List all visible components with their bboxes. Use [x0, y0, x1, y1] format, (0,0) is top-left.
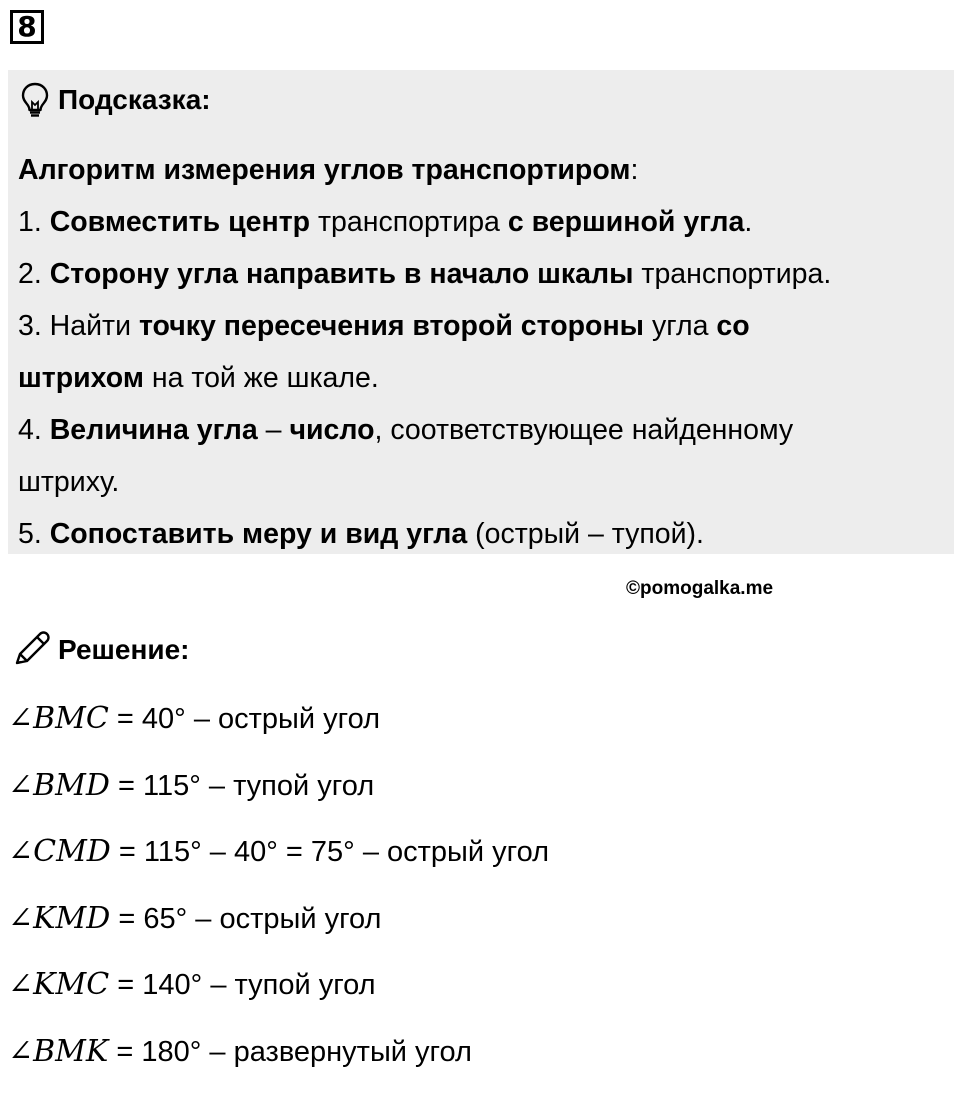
- solution-header: [12, 630, 189, 670]
- answer-line: [8, 960, 549, 1027]
- hint-text: транспортира: [310, 206, 508, 238]
- hint-line: [18, 352, 943, 404]
- hint-bold-text: Сопоставить меру и вид угла: [50, 518, 468, 550]
- pencil-icon: [12, 628, 52, 673]
- hint-text: –: [258, 414, 290, 446]
- hint-bold-text: число: [289, 414, 374, 446]
- hint-algorithm: [18, 144, 943, 560]
- lightbulb-icon: [20, 82, 50, 118]
- hint-line: [18, 196, 943, 248]
- angle-value: = 140° – тупой угол: [109, 969, 375, 1001]
- hint-text: 3. Найти: [18, 310, 139, 342]
- answer-line: [8, 894, 549, 961]
- hint-line: [18, 144, 943, 196]
- hint-text: штриху.: [18, 466, 119, 498]
- angle-value: = 65° – острый угол: [110, 903, 381, 935]
- angle-value: = 40° – острый угол: [109, 703, 380, 735]
- hint-bold-text: со: [716, 310, 749, 342]
- hint-header: [20, 82, 211, 118]
- hint-line: [18, 456, 943, 508]
- answer-line: [8, 761, 549, 828]
- angle-name: ∠KMC: [8, 967, 109, 1002]
- hint-line: [18, 404, 943, 456]
- hint-line: [18, 248, 943, 300]
- hint-text: .: [744, 206, 752, 238]
- hint-text: транспортира.: [633, 258, 831, 290]
- hint-bold-text: Алгоритм измерения углов транспортиром: [18, 154, 630, 186]
- task-number: 8: [10, 10, 44, 44]
- hint-line: [18, 300, 943, 352]
- hint-text: на той же шкале.: [144, 362, 379, 394]
- angle-name: ∠KMD: [8, 901, 110, 936]
- hint-text: 1.: [18, 206, 50, 238]
- angle-name: ∠BMD: [8, 768, 110, 803]
- hint-text: (острый – тупой).: [467, 518, 704, 550]
- hint-bold-text: с вершиной угла: [508, 206, 744, 238]
- hint-bold-text: Величина угла: [50, 414, 258, 446]
- angle-name: ∠BMC: [8, 701, 109, 736]
- hint-bold-text: штрихом: [18, 362, 144, 394]
- angle-name: ∠BMK: [8, 1034, 108, 1069]
- hint-line: [18, 508, 943, 560]
- copyright: ©pomogalka.me: [626, 578, 773, 600]
- hint-bold-text: Совместить центр: [50, 206, 310, 238]
- angle-value: = 115° – тупой угол: [110, 770, 374, 802]
- hint-text: угла: [644, 310, 716, 342]
- hint-title: Подсказка:: [58, 84, 211, 116]
- hint-text: 5.: [18, 518, 50, 550]
- hint-text: 4.: [18, 414, 50, 446]
- angle-value: = 180° – развернутый угол: [108, 1036, 472, 1068]
- angle-value: = 115° – 40° = 75° – острый угол: [111, 836, 549, 868]
- answers-list: [8, 694, 549, 1093]
- hint-text: 2.: [18, 258, 50, 290]
- solution-title: Решение:: [58, 634, 189, 666]
- hint-text: :: [630, 154, 638, 186]
- answer-line: [8, 694, 549, 761]
- hint-box: [8, 70, 954, 554]
- answer-line: [8, 1027, 549, 1093]
- answer-line: [8, 827, 549, 894]
- hint-bold-text: Сторону угла направить в начало шкалы: [50, 258, 634, 290]
- hint-text: , соответствующее найденному: [375, 414, 794, 446]
- angle-name: ∠CMD: [8, 834, 111, 869]
- hint-bold-text: точку пересечения второй стороны: [139, 310, 644, 342]
